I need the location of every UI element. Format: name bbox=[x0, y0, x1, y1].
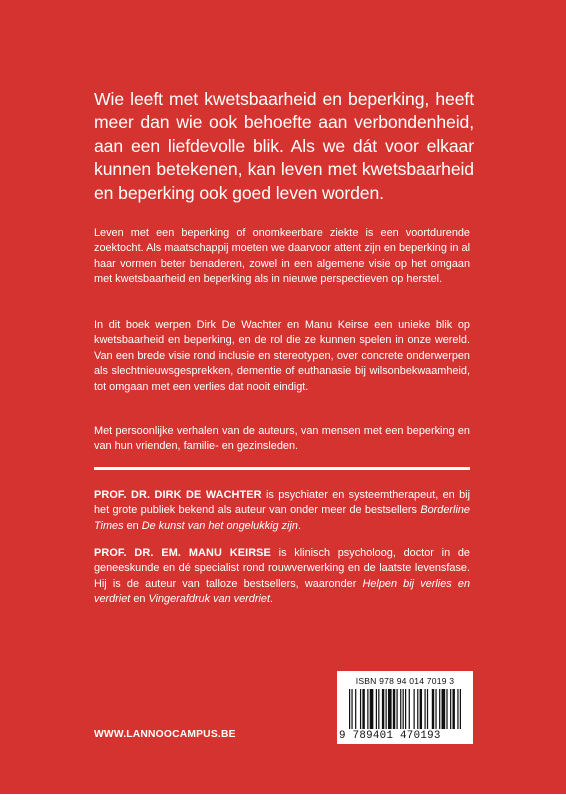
bio-text: . bbox=[269, 593, 274, 606]
barcode-bar bbox=[351, 689, 352, 729]
barcode-bar bbox=[388, 689, 392, 729]
barcode-bar bbox=[460, 689, 461, 729]
barcode-bar bbox=[427, 689, 428, 729]
barcode-bar bbox=[362, 689, 364, 729]
barcode-bar bbox=[417, 689, 418, 729]
barcode-bar bbox=[432, 689, 434, 729]
barcode-bar bbox=[376, 689, 377, 729]
book-title: De kunst van het ongelukkig zijn bbox=[141, 519, 298, 532]
lead-text: Wie leeft met kwetsbaarheid en beperking, heeft meer dan wie ook behoefte aan verbondenheid, aan een liefdevolle blik. Als we dát voor elkaar kunnen betekenen, kan leven met kwetsbaarheid en beperking ook goed leven worden. bbox=[94, 89, 474, 203]
barcode-bar bbox=[370, 689, 374, 729]
ean-digits: 9 789401 470193 bbox=[339, 730, 441, 742]
barcode-bar bbox=[414, 689, 415, 729]
author-name: PROF. DR. EM. MANU KEIRSE bbox=[94, 547, 271, 559]
barcode-bar bbox=[420, 689, 422, 729]
divider-line bbox=[94, 467, 470, 470]
website-url[interactable]: WWW.LANNOOCAMPUS.BE bbox=[94, 729, 236, 740]
barcode-bar bbox=[386, 689, 387, 729]
body-paragraph-3: Met persoonlijke verhalen van de auteurs, van mensen met een beperking en van hun vrienden, familie- en gezinsleden. bbox=[94, 425, 470, 453]
bio-text: en bbox=[130, 593, 149, 606]
author-name: PROF. DR. DIRK DE WACHTER bbox=[94, 489, 262, 501]
book-title: Borderline Times bbox=[94, 504, 470, 532]
author-bio-dirk-de-wachter bbox=[94, 488, 470, 534]
barcode-bar bbox=[409, 689, 410, 729]
bio-text: is klinisch psycholoog, doctor in de geneeskunde en dé specialist rond rouwverwerking en de laatste levensfase. Hij is de auteur van talloze bestsellers, waaronder bbox=[94, 547, 470, 590]
bio-text: . bbox=[297, 519, 301, 532]
barcode-bar bbox=[382, 689, 384, 729]
barcode-bar bbox=[439, 689, 440, 729]
book-title: Helpen bij verlies en verdriet bbox=[94, 577, 470, 606]
barcode-bar bbox=[396, 689, 397, 729]
barcode-bar bbox=[405, 689, 406, 729]
book-title: Vingerafdruk van verdriet bbox=[148, 593, 270, 606]
barcode-bar bbox=[360, 689, 361, 729]
barcode-bar bbox=[457, 689, 458, 729]
barcode-bar bbox=[355, 689, 356, 729]
barcode-bar bbox=[378, 689, 379, 729]
bio-text: en bbox=[123, 519, 142, 532]
barcode-bar bbox=[400, 689, 401, 729]
page-edge bbox=[0, 794, 566, 800]
barcode-bar bbox=[393, 689, 395, 729]
barcode-bar bbox=[450, 689, 451, 729]
barcode-bar bbox=[367, 689, 368, 729]
author-bio-manu-keirse bbox=[94, 546, 470, 608]
barcode-box bbox=[337, 671, 473, 744]
bio-text: is psychiater en systeemtherapeut, en bij het grote publiek bekend als auteur van onder meer de bestsellers bbox=[94, 489, 470, 517]
barcode-bars bbox=[349, 689, 461, 729]
body-paragraph-1: Leven met een beperking of onomkeerbare ziekte is een voortdurende zoektocht. Als maatschappij moeten we daarvoor attent zijn en beperking in al haar vormen beter benaderen, zowel in een algemene visie op het omgaan met kwetsbaarheid en beperking als in nieuwe perspectieven op herstel. bbox=[94, 227, 470, 286]
barcode-bar bbox=[403, 689, 404, 729]
barcode-bar bbox=[424, 689, 425, 729]
barcode-bar bbox=[452, 689, 454, 729]
body-paragraph-2: In dit boek werpen Dirk De Wachter en Manu Keirse een unieke blik op kwetsbaarheid en beperking, en de rol die ze kunnen spelen in onze wereld. Van een brede visie rond inclusie en stereotypen, over concrete onderwerpen als slechtnieuwsgesprekken, dementie of euthanasie bij wilsonbekwaamheid, tot omgaan met een verlies dat nooit eindigt. bbox=[94, 319, 470, 393]
barcode-bar bbox=[435, 689, 436, 729]
barcode-bar bbox=[446, 689, 447, 729]
isbn-label: ISBN 978 94 014 7019 3 bbox=[355, 676, 455, 686]
barcode-bar bbox=[442, 689, 446, 729]
barcode-bar bbox=[349, 689, 350, 729]
